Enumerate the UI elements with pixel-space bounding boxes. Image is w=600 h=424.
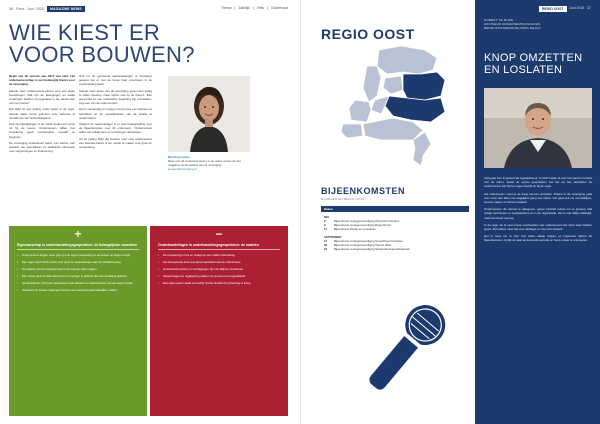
netherlands-map-icon bbox=[341, 44, 459, 168]
bijeenkomsten-subtitle: NOORDEN EN REGIO OOST bbox=[321, 197, 365, 201]
author-name: ROBERT TE RIJKE bbox=[484, 18, 514, 22]
event-day: 21 bbox=[324, 247, 328, 252]
event-text: Bijeenkomst Zwolle en omstreken bbox=[334, 227, 376, 232]
pros-title: Eigenaarschap in onderhandelingsgesprekken: de belangrijkste voordelen bbox=[17, 243, 139, 250]
author-role: ADVISEUR ONDERNEMINGSZAKEN bbox=[484, 22, 541, 27]
panel-date: Juni 2018 bbox=[569, 6, 585, 10]
column-paragraph: Als ondernemer moet je de knop kunnen omzetten. Praten in de vereniging gaat over meer dan alleen de dagelijkse gang van zaken. Het gaat ook om vooruitkijken, keuzes maken en durven loslaten. bbox=[484, 191, 592, 205]
article-column-2 bbox=[79, 74, 152, 151]
event-day: 2 bbox=[324, 219, 326, 223]
list-item: • Een eigen pand biedt ruimte voor groei en aanpassingen aan de bedrijfsvoering. bbox=[17, 260, 139, 264]
author-org: BEDRIJFSONDERSTEUNING REGIO bbox=[484, 26, 541, 31]
list-item: • Een nieuw pand is vaak duurzamer en zuiniger in gebruik dan een bestaand gebouw. bbox=[17, 274, 139, 278]
event-day: 3 bbox=[324, 223, 326, 228]
column-paragraph: Vorig jaar ben ik gestart als regioadviseur. In 2017 kwam ik voor het eerst in contact met de leden. Vanaf de eerste gesprekken viel het op hoe betrokken de ondernemers zijn bij hun eigen bedrijf en bij de regio. bbox=[484, 176, 592, 189]
month-label: MEI bbox=[324, 215, 329, 219]
panel-header bbox=[539, 6, 591, 12]
list-item: • Onverwachte kosten en vertragingen zijn niet altijd te voorkomen. bbox=[158, 267, 280, 271]
column-paragraph: Ondernemers die durven te delegeren, geven zichzelf ruimte om te groeien. Dat vraagt vertrouwen in medewerkers en in de organisatie. Het is niet altijd makkelijk, maar het levert veel op. bbox=[484, 207, 592, 220]
event-text: Bijeenkomst vertegenwoordiging Stedendriehoek Achterhoek bbox=[334, 247, 410, 252]
article-column-1 bbox=[9, 74, 75, 155]
list-item: • Subsidies en fiscale regelingen kunnen de investering aantrekkelijker maken. bbox=[17, 288, 139, 292]
month-label: SEPTEMBER bbox=[324, 234, 342, 239]
list-item: • Het bouwproces kost veel tijd en aandacht van de ondernemer. bbox=[158, 260, 280, 264]
column-paragraph: In de regio zie ik veel mooie voorbeelden van ondernemers die deze stap hebben gezet. Zij hebben meer tijd voor strategie en voor het netwerk. bbox=[484, 222, 592, 232]
left-page-header bbox=[9, 6, 85, 12]
event-day: 11 bbox=[324, 227, 327, 232]
article-paragraph: Dat blijkt uit een peiling onder leden in de regio. Steeds vaker wordt gekozen voor verbouw of nieuwbouw van het bedrijfspand. bbox=[9, 107, 75, 120]
caption-text: Meer over dit onderwerp leest u in de online versie van het magazine op de website van de vereniging. bbox=[168, 158, 241, 167]
microphone-icon bbox=[351, 288, 461, 408]
event-dates-table bbox=[321, 206, 469, 251]
page-number: 36 bbox=[9, 7, 14, 11]
event-day: 20 bbox=[324, 242, 328, 247]
article-paragraph: Ook na de gemeente aanbestedingen is 'bouwkop' geleerd dat er met de bouw haar ervaringen in de voorbereiding deelt. bbox=[79, 74, 152, 87]
list-item: • De investering is fors en vraagt om een solide financiering. bbox=[158, 253, 280, 257]
article-paragraph: Steeds meer ondernemers kiezen voor een eigen bouwproject. Wat zijn de afwegingen en welke ervaringen hebben zij opgedaan in de eerste fase van het proces? bbox=[9, 88, 75, 106]
caption-link[interactable]: bouwen@vereniging.nl bbox=[168, 166, 197, 171]
section-tag: MAGAZINE NEWS bbox=[47, 6, 85, 12]
columnist-panel bbox=[475, 0, 600, 424]
man-portrait-icon bbox=[484, 88, 592, 168]
left-page-topics: Thema | Zakelijk | Fiets | Onderhoud bbox=[220, 6, 288, 10]
woman-portrait-icon bbox=[168, 76, 250, 152]
event-text: Bijeenkomst vertegenwoordiging Regio Noord bbox=[334, 223, 391, 228]
list-item: • Vergunningen en regelgeving maken het proces soms ingewikkeld. bbox=[158, 274, 280, 278]
regio-title: REGIO OOST bbox=[321, 26, 415, 42]
column-title: KNOP OMZETTEN EN LOSLATEN bbox=[484, 52, 583, 76]
panel-page: 37 bbox=[587, 6, 591, 10]
article-paragraph: Uit de peiling blijkt dat bouwen voor veel ondernemers een bewuste keuze is om ruimte te maken voor groei en vernieuwing. bbox=[79, 136, 152, 150]
issue: Fiets bbox=[16, 7, 25, 11]
topic: Zakelijk bbox=[238, 6, 250, 10]
issue-date: Juni 2018 bbox=[27, 7, 45, 11]
bijeenkomsten-title: BIJEENKOMSTEN bbox=[321, 186, 406, 196]
columnist-photo bbox=[484, 88, 592, 168]
panel-tag: REGIO OOST bbox=[539, 6, 566, 12]
caption-name: Mira Koprowska bbox=[168, 155, 190, 159]
right-page bbox=[300, 0, 600, 424]
list-item: • De waarde van het vastgoed kan in de loop der jaren stijgen. bbox=[17, 267, 139, 271]
article-paragraph: Het is verstandig om vroeg in het proces een adviseur te betrekken en de mogelijkheden van de locatie te onderzoeken. bbox=[79, 107, 152, 120]
plus-icon: + bbox=[74, 227, 82, 241]
topic: Thema bbox=[220, 6, 232, 10]
minus-icon: − bbox=[215, 227, 223, 241]
topic: Onderhoud bbox=[271, 6, 288, 10]
dates-header: Datum bbox=[321, 206, 469, 212]
list-item: • Een eigen pand maakt het bedrijf minder flexibel bij verhuizing of krimp. bbox=[158, 281, 280, 285]
cons-box bbox=[150, 226, 288, 416]
cons-list bbox=[158, 253, 280, 288]
portrait-photo bbox=[168, 76, 250, 152]
author-block bbox=[484, 18, 541, 31]
column-text bbox=[484, 176, 592, 246]
article-paragraph: Volgens de regiomanager is er veel belangstelling voor de bijeenkomsten over dit onderwerp. 'Ondernemers willen van elkaar leren en ervaringen uitwisselen.' bbox=[79, 122, 152, 135]
article-paragraph: De vereniging ondersteunt leden met advies, een netwerk van specialisten en praktische informatie over vergunningen en financiering. bbox=[9, 140, 75, 154]
event-text: Bijeenkomst vertegenwoordiging Twente West bbox=[334, 242, 392, 247]
table-row bbox=[321, 247, 469, 251]
article-paragraph: Ook de prijsstijgingen in de markt spelen een grote rol bij de keuze. Ondernemers willen hun investering goed voorbereiden voordat ze beginnen. bbox=[9, 122, 75, 139]
table-row bbox=[321, 227, 469, 231]
article-lead: Begin van dit seizoen was 2017 van start. Het ondernemerschap is een belangrijk thema voor de vereniging. bbox=[9, 74, 75, 87]
pros-box bbox=[9, 226, 147, 416]
column-paragraph: Het is mooi om te zien hoe leden elkaar helpen en inspireren tijdens de bijeenkomsten. Ik kijk uit naar de komende periode en hoop u daar te ontmoeten. bbox=[484, 234, 592, 243]
event-text: Bijeenkomst vertegenwoordiging Zuid-Oost Vrienden bbox=[334, 219, 400, 223]
event-day: 17 bbox=[324, 238, 328, 243]
topic: Fiets bbox=[256, 6, 265, 10]
list-item: • Het bedrijf kan zich beter presenteren aan klanten en medewerkers met een eigen locatie. bbox=[17, 281, 139, 285]
event-text: Bijeenkomst vertegenwoordiging Noord/Oost Overijssel bbox=[334, 238, 403, 243]
photo-caption bbox=[168, 156, 250, 172]
article-paragraph: Steeds meer leden van de vereniging geven aan graag te willen bouwen, maar wijzen ook op de risico's. 'Een goed plan en een realistische begroting zijn onmisbaar,' zegt een van de ondernemers. bbox=[79, 88, 152, 106]
list-item: • Ondernemers krijgen meer grip op hun eigen huisvesting en de kosten op lange termijn. bbox=[17, 253, 139, 257]
cons-title: Onderhandelingen in onderhandelingsgesprekken: de nadelen bbox=[158, 243, 280, 250]
pros-list bbox=[17, 253, 139, 295]
article-headline: WIE KIEST ER VOOR BOUWEN? bbox=[9, 20, 195, 67]
